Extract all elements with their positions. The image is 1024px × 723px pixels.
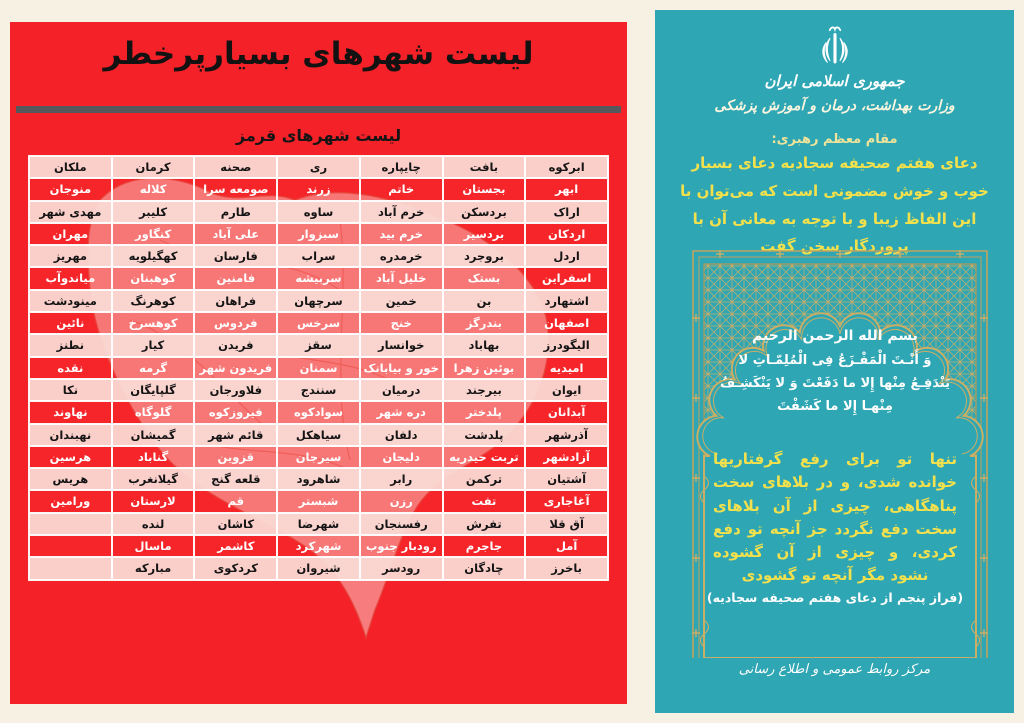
city-cell: قزوین	[194, 446, 277, 468]
bismillah-text: بسم الله الرحمن الرحیم	[752, 328, 918, 344]
city-cell: علی آباد	[194, 223, 277, 245]
city-cell: شهرضا	[277, 513, 360, 535]
city-cell: خرم بید	[360, 223, 443, 245]
city-cell: رودبار جنوب	[360, 535, 443, 557]
page-title: لیست شهرهای بسیارپرخطر	[103, 36, 534, 72]
city-cell: کردکوی	[194, 557, 277, 579]
city-cell: آشتیان	[525, 468, 608, 490]
ministry-title: وزارت بهداشت، درمان و آموزش پزشکی	[714, 98, 955, 114]
city-cell: بافت	[443, 156, 526, 178]
arabic-verse: وَ أَنْـتَ الْمَفْـزَعُ فِی الْمُلِمّـاتِ لا یَنْدَفِـعُ مِنْها إِلا ما دَفَعْتَ وَ لا یَنْکَشِـفُ مِنْهـا إِلا ما کَشَفْتَ	[719, 353, 951, 414]
city-cell: خرم آباد	[360, 201, 443, 223]
city-cell: خنج	[360, 312, 443, 334]
city-cell: اشتهارد	[525, 290, 608, 312]
city-cell: فریدون شهر	[194, 357, 277, 379]
city-cell: جاجرم	[443, 535, 526, 557]
city-cell: مینودشت	[29, 290, 112, 312]
city-cell: مهدی شهر	[29, 201, 112, 223]
verse-source: (فراز پنجم از دعای هفتم صحیفه سجادیه)	[706, 590, 964, 605]
city-cell	[29, 513, 112, 535]
city-cell: خلیل آباد	[360, 267, 443, 289]
title-divider	[16, 106, 621, 113]
city-cell: تربت حیدریه	[443, 446, 526, 468]
city-cell: ابهر	[525, 178, 608, 200]
city-cell: کهگیلویه	[112, 245, 195, 267]
city-cell: آق قلا	[525, 513, 608, 535]
city-cell: گمیشان	[112, 424, 195, 446]
city-cell: بجستان	[443, 178, 526, 200]
gov-title: جمهوری اسلامی ایران	[764, 72, 905, 90]
city-cell: سیرجان	[277, 446, 360, 468]
city-cell: اردل	[525, 245, 608, 267]
city-cell: پلدشت	[443, 424, 526, 446]
city-cell: اسفراین	[525, 267, 608, 289]
city-cell: کلاله	[112, 178, 195, 200]
city-cell: خوانسار	[360, 334, 443, 356]
footer-credit: مرکز روابط عمومی و اطلاع رسانی	[738, 662, 931, 677]
city-cell: بهاباد	[443, 334, 526, 356]
city-cell: فامنین	[194, 267, 277, 289]
city-cell: سوادکوه	[277, 401, 360, 423]
city-cell: شبستر	[277, 490, 360, 512]
city-cell: آزادشهر	[525, 446, 608, 468]
city-cell: ری	[277, 156, 360, 178]
city-cell: کیار	[112, 334, 195, 356]
city-cell: بوئین زهرا	[443, 357, 526, 379]
city-cell: دره شهر	[360, 401, 443, 423]
city-cell: شهرکرد	[277, 535, 360, 557]
city-cell: خمین	[360, 290, 443, 312]
city-cell: ایوان	[525, 379, 608, 401]
city-cell: نطنز	[29, 334, 112, 356]
city-cell: بندرگز	[443, 312, 526, 334]
city-cell: کوهسرخ	[112, 312, 195, 334]
city-cell: ورامین	[29, 490, 112, 512]
city-cell: بروجرد	[443, 245, 526, 267]
city-cell: منوجان	[29, 178, 112, 200]
city-cell: هرسین	[29, 446, 112, 468]
city-cell: فلاورجان	[194, 379, 277, 401]
city-cell: بستک	[443, 267, 526, 289]
city-cell: ملکان	[29, 156, 112, 178]
city-cell: درمیان	[360, 379, 443, 401]
city-cell: سنندج	[277, 379, 360, 401]
city-cell: کاشان	[194, 513, 277, 535]
city-cell: میاندوآب	[29, 267, 112, 289]
city-cell: مهران	[29, 223, 112, 245]
city-cell: سراب	[277, 245, 360, 267]
city-cell: لارستان	[112, 490, 195, 512]
city-cell: کاشمر	[194, 535, 277, 557]
iran-allah-emblem-icon	[655, 23, 1014, 73]
red-cities-panel	[10, 22, 627, 704]
city-cell: قم	[194, 490, 277, 512]
city-cell: تفرش	[443, 513, 526, 535]
city-cell: گلوگاه	[112, 401, 195, 423]
city-cell: شاهرود	[277, 468, 360, 490]
city-cell: امیدیه	[525, 357, 608, 379]
city-cell: ساوه	[277, 201, 360, 223]
city-cell: آغاجاری	[525, 490, 608, 512]
city-cell: گناباد	[112, 446, 195, 468]
city-cell: آذرشهر	[525, 424, 608, 446]
city-cell: سقز	[277, 334, 360, 356]
city-cell: سمنان	[277, 357, 360, 379]
city-cell: الیگودرز	[525, 334, 608, 356]
leader-quote: دعای هفتم صحیفه سجادیه دعای بسیار خوب و خوش مضمونی است که می‌توان با این الفاظ زیبا و با توجه به معانی آن با پروردگار سخن گفت	[680, 154, 989, 256]
city-cell: قلعه گنج	[194, 468, 277, 490]
city-cell: رفسنجان	[360, 513, 443, 535]
city-cell: سیاهکل	[277, 424, 360, 446]
city-cell: نقده	[29, 357, 112, 379]
city-cell: ماسال	[112, 535, 195, 557]
city-cell: خور و بیابانک	[360, 357, 443, 379]
city-cell: رودسر	[360, 557, 443, 579]
city-cell: ابرکوه	[525, 156, 608, 178]
city-cell: باخرز	[525, 557, 608, 579]
city-cell: گرمه	[112, 357, 195, 379]
city-cell: بردسیر	[443, 223, 526, 245]
city-cell: رزن	[360, 490, 443, 512]
city-cell: اراک	[525, 201, 608, 223]
city-cell: رابر	[360, 468, 443, 490]
city-cell: سرچهان	[277, 290, 360, 312]
city-cell: مهریز	[29, 245, 112, 267]
city-cell: گلپایگان	[112, 379, 195, 401]
city-cell: قائم شهر	[194, 424, 277, 446]
city-cell: طارم	[194, 201, 277, 223]
city-cell: نکا	[29, 379, 112, 401]
city-cell: دلفان	[360, 424, 443, 446]
city-cell: مبارکه	[112, 557, 195, 579]
city-cell: بیرجند	[443, 379, 526, 401]
city-cell: شیروان	[277, 557, 360, 579]
city-cell: لنده	[112, 513, 195, 535]
city-cell: اردکان	[525, 223, 608, 245]
city-cell: فارسان	[194, 245, 277, 267]
city-cell: نهبندان	[29, 424, 112, 446]
city-cell	[29, 557, 112, 579]
city-cell: گیلانغرب	[112, 468, 195, 490]
city-cell: اصفهان	[525, 312, 608, 334]
city-cell: نهاوند	[29, 401, 112, 423]
city-cell: فردوس	[194, 312, 277, 334]
city-cell: بردسکن	[443, 201, 526, 223]
city-cell	[29, 535, 112, 557]
red-list-subtitle: لیست شهرهای قرمز	[235, 126, 402, 145]
city-cell: آبدانان	[525, 401, 608, 423]
city-cell: بن	[443, 290, 526, 312]
city-cell: کنگاور	[112, 223, 195, 245]
city-cell: صحنه	[194, 156, 277, 178]
ministry-panel	[655, 10, 1014, 713]
city-cell: کوهبنان	[112, 267, 195, 289]
city-cell: سربیشه	[277, 267, 360, 289]
city-cell: آمل	[525, 535, 608, 557]
city-cell: چایپاره	[360, 156, 443, 178]
city-cell: صومعه سرا	[194, 178, 277, 200]
city-cell: دلیجان	[360, 446, 443, 468]
city-cell: پلدختر	[443, 401, 526, 423]
city-cell: چادگان	[443, 557, 526, 579]
city-cell: زرند	[277, 178, 360, 200]
city-cell: کلیبر	[112, 201, 195, 223]
city-cell: فیروزکوه	[194, 401, 277, 423]
city-cell: فریدن	[194, 334, 277, 356]
city-cell: هریس	[29, 468, 112, 490]
city-cell: سبزوار	[277, 223, 360, 245]
city-cell: خاتم	[360, 178, 443, 200]
city-cell: خرمدره	[360, 245, 443, 267]
city-cell: تفت	[443, 490, 526, 512]
city-cell: ترکمن	[443, 468, 526, 490]
red-cities-table	[28, 155, 609, 581]
city-cell: کوهرنگ	[112, 290, 195, 312]
persian-translation: تنها تو برای رفع گرفتاریها خوانده شدی، و در بلاهای سخت پناهگاهی، چیزی از آن بلاهای سخت دفع نگردد جز آنچه تو دفع کردی، و چیزی از آن گشوده نشود مگر آنچه تو گشودی	[713, 450, 957, 585]
leader-label: مقام معظم رهبری:	[771, 132, 898, 147]
city-cell: کرمان	[112, 156, 195, 178]
city-cell: نائین	[29, 312, 112, 334]
city-cell: سرخس	[277, 312, 360, 334]
city-cell: فراهان	[194, 290, 277, 312]
